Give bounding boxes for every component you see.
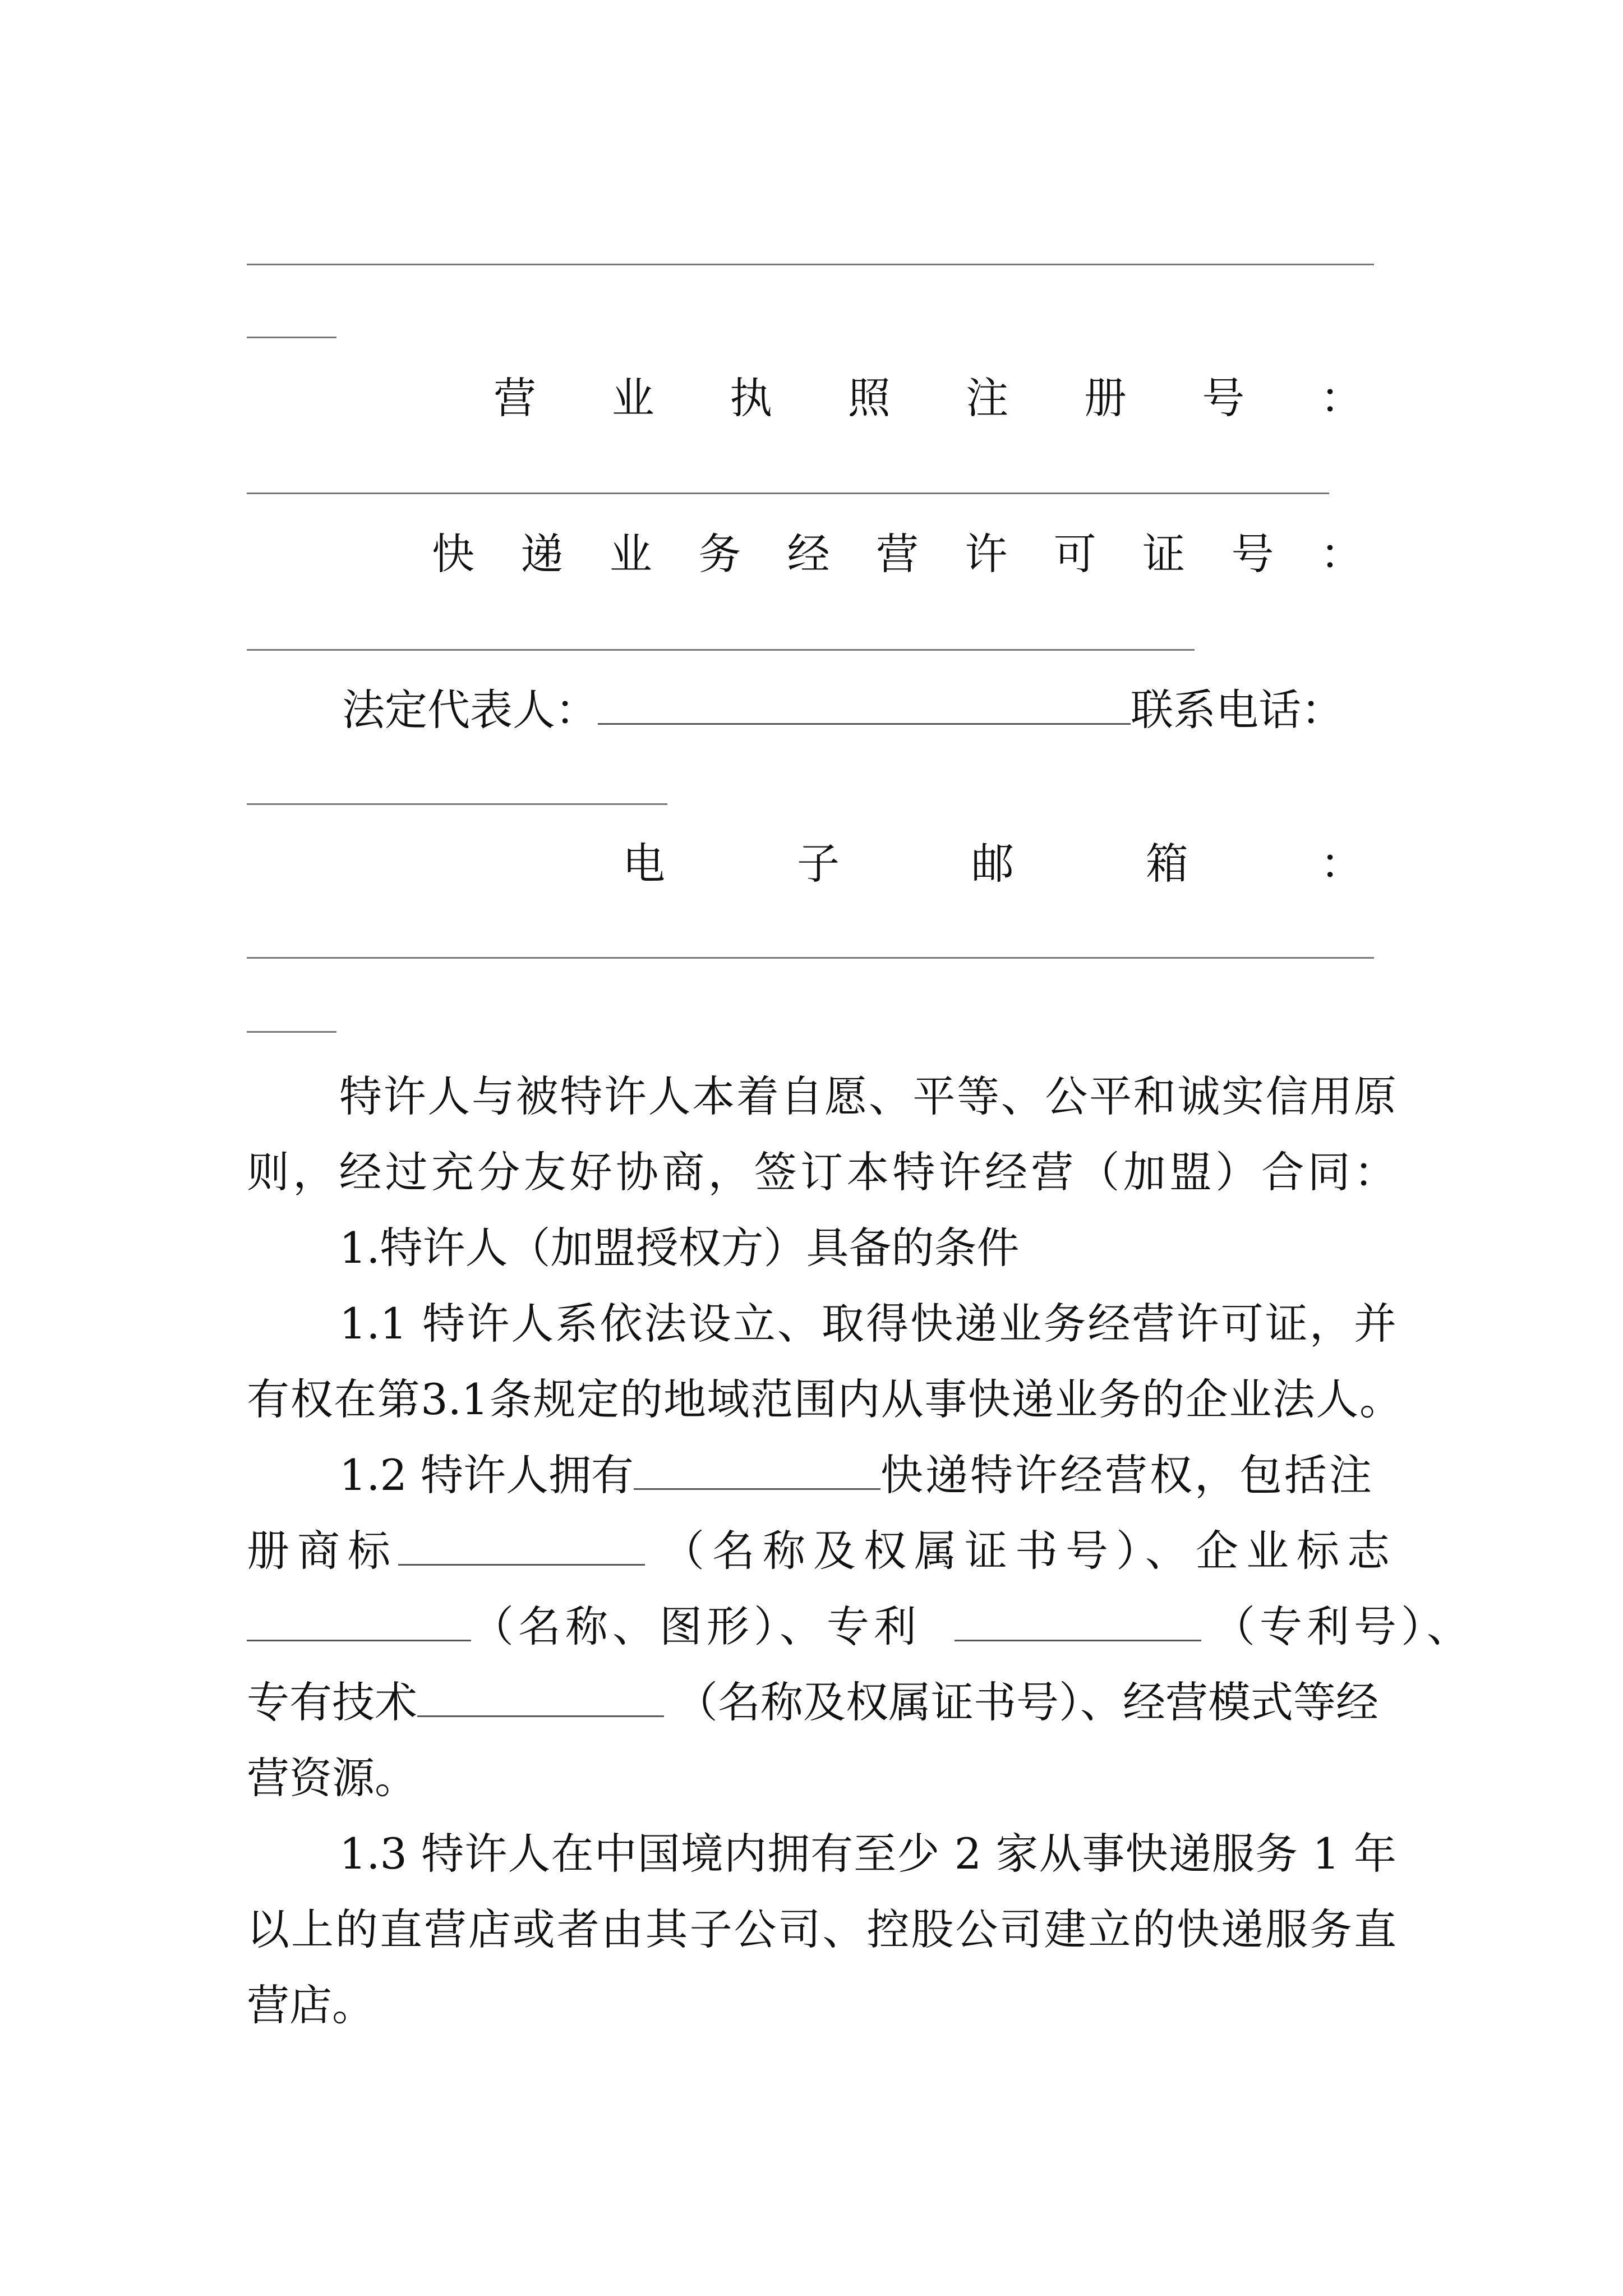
section-1-2-line-1: 1.2 特许人拥有 快递特许经营权，包括注 — [339, 1450, 1375, 1500]
logo-blank[interactable] — [247, 1602, 471, 1641]
business-license-blank[interactable] — [247, 493, 1329, 494]
proprietary-tech-blank[interactable] — [417, 1677, 664, 1717]
blank-underline — [247, 264, 1374, 265]
legal-rep-label: 法定代表人： — [342, 685, 598, 735]
intro-paragraph-line-2: 则，经过充分友好协商，签订本特许经营（加盟）合同： — [247, 1147, 1396, 1197]
section-1-1-line-1: 1.1 特许人系依法设立、取得快递业务经营许可证，并 — [339, 1299, 1396, 1349]
trademark-blank[interactable] — [398, 1526, 645, 1566]
legal-rep-row — [342, 671, 1368, 749]
section-1-title: 1.特许人（加盟授权方）具备的条件 — [339, 1223, 1020, 1273]
section-1-2-line-4: 专有技术 （名称及权属证书号）、经营模式等经 — [247, 1677, 1378, 1727]
section-1-2-line-2: 册商标 （名称及权属证书号）、企业标志 — [247, 1526, 1398, 1576]
express-permit-blank[interactable] — [247, 649, 1195, 651]
email-blank[interactable] — [247, 957, 1374, 959]
express-permit-label: 快 递 业 务 经 营 许 可 证 号 ： — [432, 529, 1363, 579]
franchise-right-blank[interactable] — [634, 1450, 880, 1490]
section-1-2-line-5: 营资源。 — [247, 1753, 417, 1803]
phone-blank[interactable] — [247, 803, 667, 805]
business-license-label: 营 业 执 照 注 册 号 ： — [494, 373, 1363, 423]
section-1-3-line-1: 1.3 特许人在中国境内拥有至少 2 家从事快递服务 1 年 — [339, 1829, 1396, 1879]
phone-label: 联系电话： — [1131, 685, 1344, 735]
email-label: 电 子 邮 箱 ： — [623, 839, 1363, 889]
blank-underline — [247, 337, 336, 338]
section-1-3-line-3: 营店。 — [247, 1980, 375, 2030]
section-1-1-line-2: 有权在第3.1条规定的地域范围内从事快递业务的企业法人。 — [247, 1374, 1402, 1424]
intro-paragraph-line-1: 特许人与被特许人本着自愿、平等、公平和诚实信用原 — [339, 1071, 1396, 1121]
email-blank-continuation — [247, 1031, 336, 1033]
section-1-3-line-2: 以上的直营店或者由其子公司、控股公司建立的快递服务直 — [247, 1904, 1396, 1954]
legal-rep-blank[interactable] — [598, 685, 1131, 725]
patent-blank[interactable] — [955, 1602, 1201, 1641]
section-1-2-line-3: （名称、图形）、专利 （专利号）、 — [247, 1588, 1408, 1666]
